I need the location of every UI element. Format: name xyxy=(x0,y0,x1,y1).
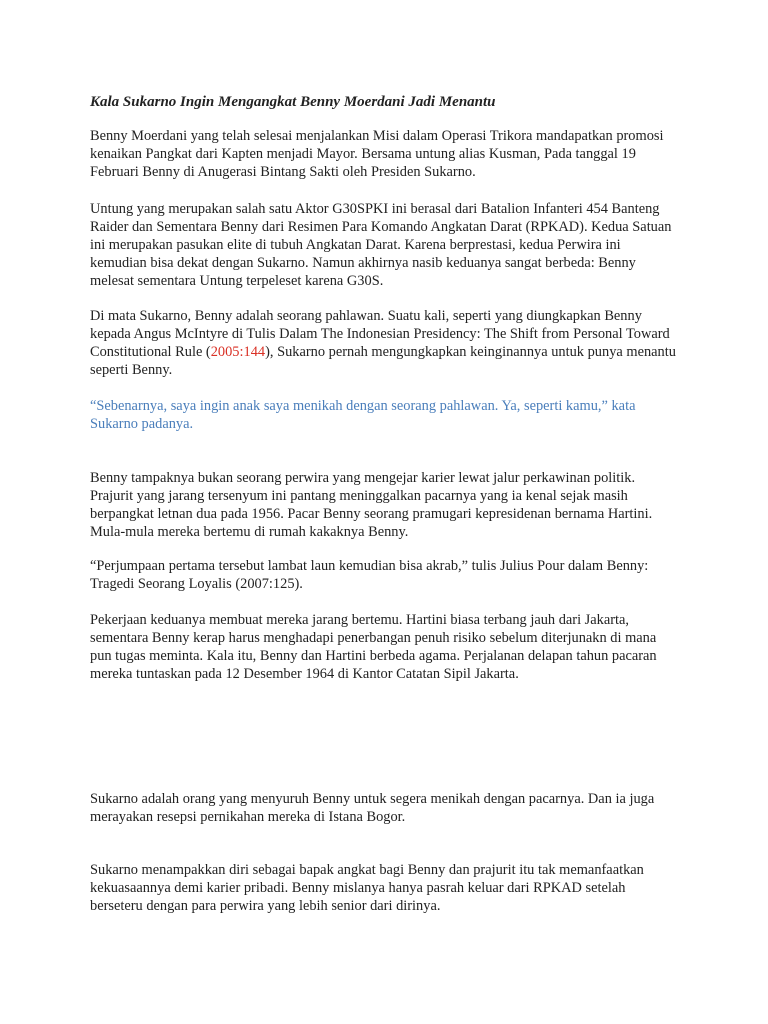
paragraph-untung-background: Untung yang merupakan salah satu Aktor G30SPKI ini berasal dari Batalion Infanteri 454 Banteng Raider dan Sementara Benny dari Resimen Para Komando Angkatan Darat (RPKAD). Kedua Satuan ini merupakan pasukan elite di tubuh Angkatan Darat. Karena berprestasi, kedua Perwira ini kemudian bisa dekat dengan Sukarno. Namun akhirnya nasib keduanya sangat berbeda: Benny melesat sementara Untung terpeleset karena G30S. xyxy=(90,201,672,289)
paragraph-sukarno-reception: Sukarno adalah orang yang menyuruh Benny untuk segera menikah dengan pacarnya. Dan ia juga merayakan resepsi pernikahan mereka di Istana Bogor. xyxy=(90,791,655,825)
paragraph-julius-pour-quote: “Perjumpaan pertama tersebut lambat laun kemudian bisa akrab,” tulis Julius Pour dalam Benny: Tragedi Seorang Loyalis (2007:125). xyxy=(90,558,649,592)
paragraph-sukarno-view xyxy=(90,307,680,379)
paragraph-text: ), Sukarno pernah mengungkapkan keinginannya untuk punya menantu seperti Benny. xyxy=(90,344,676,378)
paragraph-text: Di mata Sukarno, Benny adalah seorang pahlawan. Suatu kali, seperti yang diungkapkan Benny kepada Angus McIntyre di Tulis Dalam The Indonesian Presidency: The Shift from Personal Toward Constitutional Rule ( xyxy=(90,308,670,360)
paragraph-marriage: Pekerjaan keduanya membuat mereka jarang bertemu. Hartini biasa terbang jauh dari Jakarta, sementara Benny kerap harus menghadapi penerbangan penuh risiko sebelum diterjunakn di mana pun tugas meminta. Kala itu, Benny dan Hartini berbeda agama. Perjalanan delapan tahun pacaran mereka tuntaskan pada 12 Desember 1964 di Kantor Catatan Sipil Jakarta. xyxy=(90,612,657,682)
paragraph-promotion: Benny Moerdani yang telah selesai menjalankan Misi dalam Operasi Trikora mandapatkan promosi kenaikan Pangkat dari Kapten menjadi Mayor. Bersama untung alias Kusman, Pada tanggal 19 Februari Benny di Anugerasi Bintang Sakti oleh Presiden Sukarno. xyxy=(90,128,664,180)
paragraph-foster-father: Sukarno menampakkan diri sebagai bapak angkat bagi Benny dan prajurit itu tak memanfaatkan kekuasaannya demi karier pribadi. Benny mislanya hanya pasrah keluar dari RPKAD setelah berseteru dengan para perwira yang lebih senior dari dirinya. xyxy=(90,862,644,914)
citation-link[interactable]: 2005:144 xyxy=(210,344,266,360)
paragraph-benny-career: Benny tampaknya bukan seorang perwira yang mengejar karier lewat jalur perkawinan politik. Prajurit yang jarang tersenyum ini pantang meninggalkan pacarnya yang ia kenal sejak masih berpangkat letnan dua pada 1956. Pacar Benny seorang pramugari kepresidenan bernama Hartini. Mula-mula mereka bertemu di rumah kakaknya Benny. xyxy=(90,470,653,540)
sukarno-quote: “Sebenarnya, saya ingin anak saya menikah dengan seorang pahlawan. Ya, seperti kamu,” kata Sukarno padanya. xyxy=(90,398,636,432)
document-title: Kala Sukarno Ingin Mengangkat Benny Moerdani Jadi Menantu xyxy=(90,94,496,110)
